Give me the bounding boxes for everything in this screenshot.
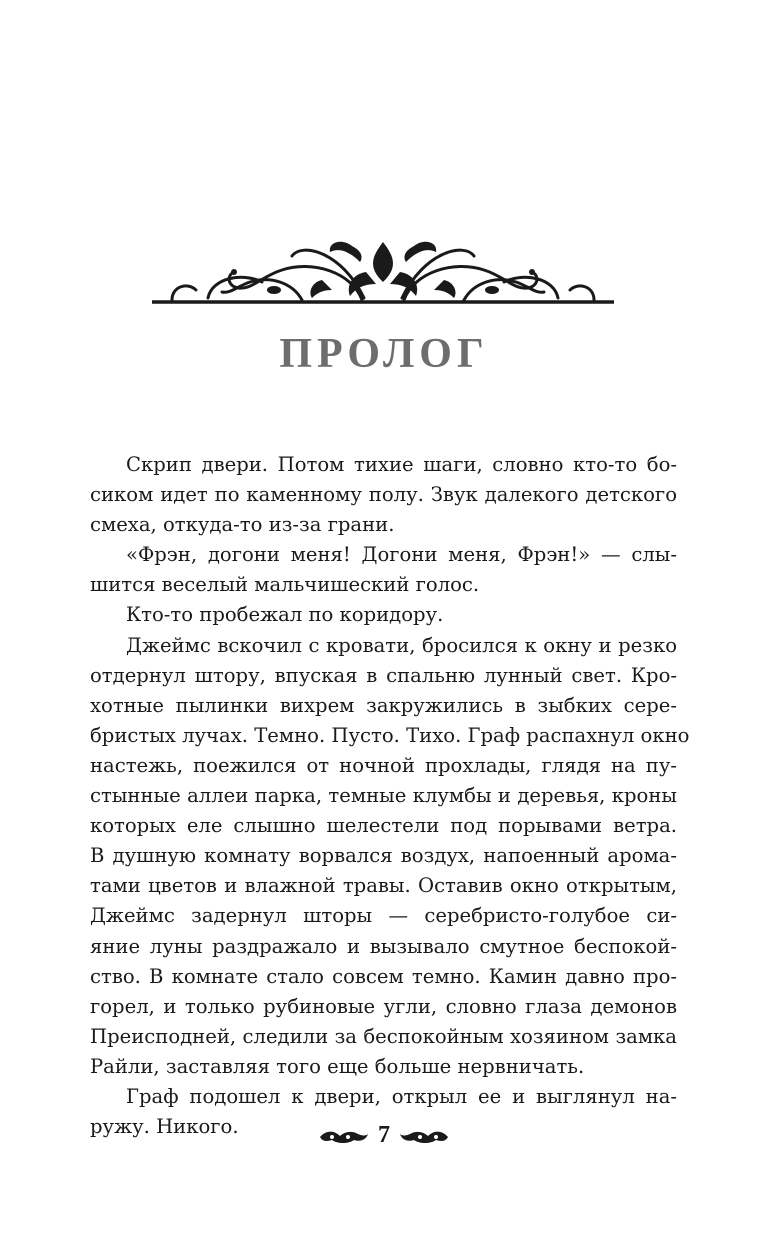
text-line: шится веселый мальчишеский голос. <box>90 573 480 597</box>
text-line: настежь, поежился от ночной прохлады, глядя на пу- <box>90 753 677 777</box>
text-line: Джеймс вскочил с кровати, бросился к окну и резко <box>126 633 677 657</box>
text-line: хотные пылинки вихрем закружились в зыбких сере- <box>90 693 677 717</box>
text-line: Граф подошел к двери, открыл ее и выглянул на- <box>126 1084 677 1108</box>
flourish-icon <box>398 1128 450 1146</box>
text-line: сиком идет по каменному полу. Звук далекого детского <box>90 483 677 507</box>
text-line: яние луны раздражало и вызывало смутное беспокой- <box>90 934 677 958</box>
text-line: Джеймс задернул шторы — серебристо-голубое си- <box>90 904 677 928</box>
text-line: тами цветов и влажной травы. Оставив окно открытым, <box>90 874 677 898</box>
text-line: горел, и только рубиновые угли, словно глаза демонов <box>90 994 677 1018</box>
chapter-title: ПРОЛОГ <box>279 331 489 377</box>
text-line: ружу. Никого. <box>90 1115 239 1139</box>
text-line: Кто-то пробежал по коридору. <box>126 603 444 627</box>
text-line: «Фрэн, догони меня! Догони меня, Фрэн!» — слы- <box>126 543 677 567</box>
page-footer <box>0 1118 768 1158</box>
text-line: отдернул штору, впуская в спальню лунный свет. Кро- <box>90 663 677 687</box>
text-line: Преисподней, следили за беспокойным хозяином замка <box>90 1024 677 1048</box>
ornamental-divider-icon <box>152 232 614 312</box>
text-line: которых еле слышно шелестели под порывами ветра. <box>90 814 677 838</box>
text-line: смеха, откуда-то из-за грани. <box>90 513 395 537</box>
text-line: Скрип двери. Потом тихие шаги, словно кто-то бо- <box>126 453 677 476</box>
page-number: 7 <box>378 1122 390 1148</box>
text-line: В душную комнату ворвался воздух, напоенный арома- <box>90 844 677 868</box>
text-line: бристых лучах. Темно. Пусто. Тихо. Граф распахнул окно <box>90 723 690 747</box>
body-text <box>90 450 690 1142</box>
text-line: стынные аллеи парка, темные клумбы и деревья, кроны <box>90 784 677 808</box>
text-line: ство. В комнате стало совсем темно. Камин давно про- <box>90 964 677 988</box>
text-line: Райли, заставляя того еще больше нервничать. <box>90 1054 585 1078</box>
